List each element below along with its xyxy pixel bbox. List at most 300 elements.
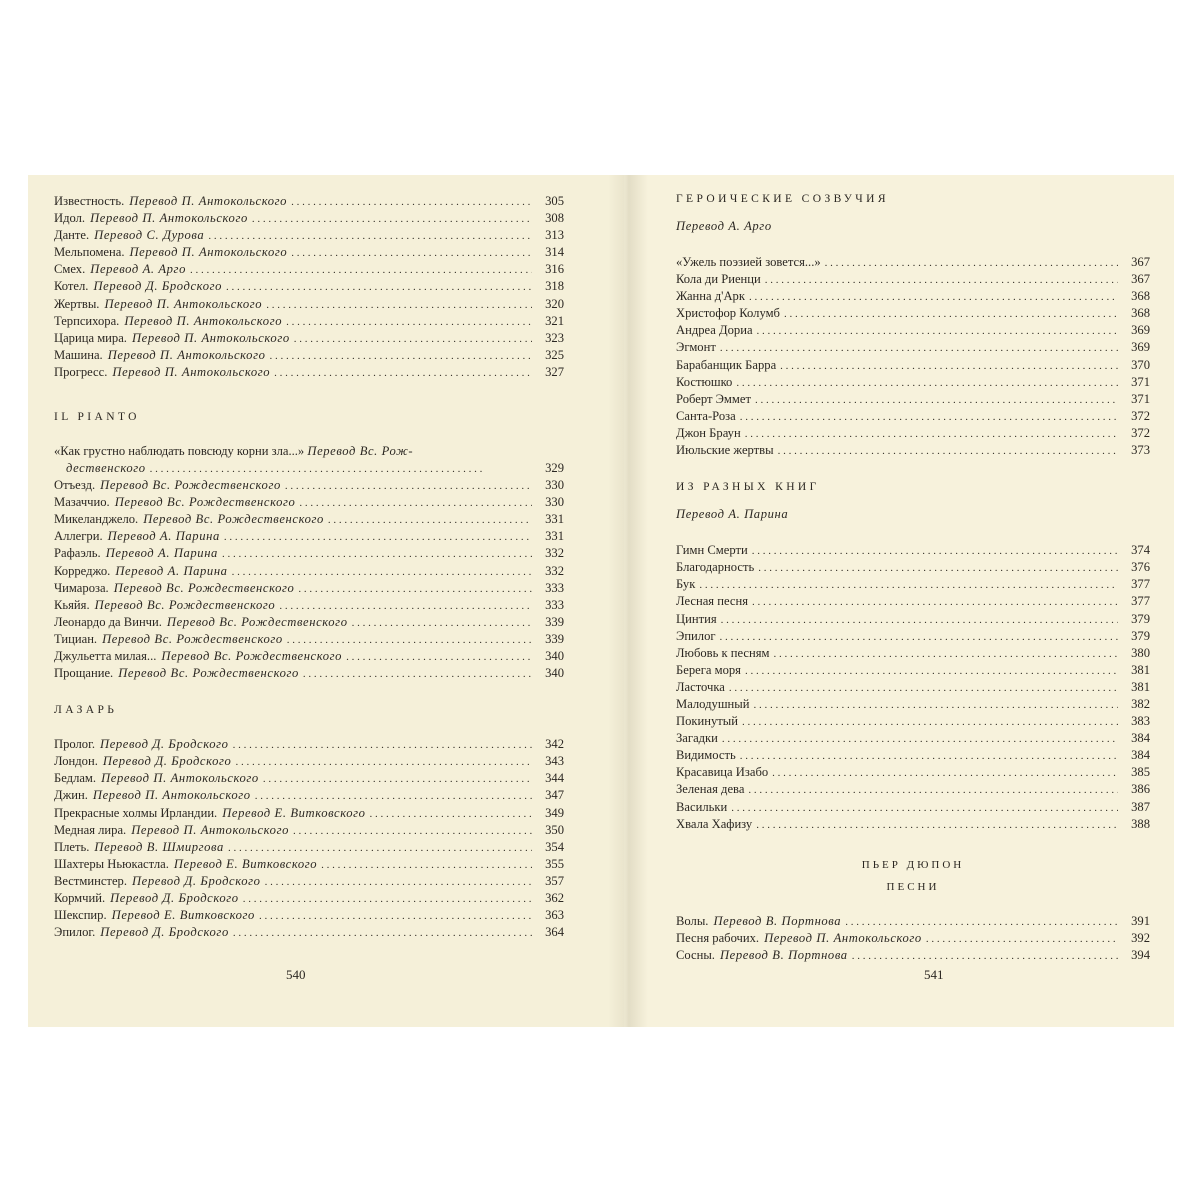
entry-translator: Перевод А. Арго <box>90 262 186 277</box>
toc-entry <box>676 611 1150 628</box>
entry-title: Идол. <box>54 211 86 226</box>
toc-entry <box>54 193 564 210</box>
leader-dots <box>222 546 532 563</box>
toc-entry <box>54 924 564 941</box>
leader-dots <box>265 874 532 891</box>
entry-page: 327 <box>545 364 564 379</box>
entry-page: 381 <box>1131 679 1150 694</box>
toc-entry <box>676 930 1150 947</box>
leader-dots <box>720 629 1118 646</box>
leader-dots <box>233 737 532 754</box>
entry-page: 340 <box>545 648 564 663</box>
entry-page: 384 <box>1131 748 1150 763</box>
author-subheading: ПЕСНИ <box>886 880 940 893</box>
toc-entry <box>54 313 564 330</box>
leader-dots <box>699 577 1118 594</box>
toc-group-2 <box>54 477 564 682</box>
leader-dots <box>720 340 1118 357</box>
toc-entry <box>54 244 564 261</box>
toc-entry <box>676 781 1150 798</box>
book-gutter <box>608 175 648 1027</box>
toc-entry <box>54 528 564 545</box>
toc-group-1 <box>54 193 564 381</box>
entry-translator: Перевод Вс. Рож- <box>307 444 414 459</box>
entry-title: Хвала Хафизу <box>676 816 753 831</box>
leader-dots <box>742 714 1118 731</box>
entry-title: Мазаччио. <box>54 495 110 510</box>
leader-dots <box>753 697 1118 714</box>
entry-translator: Перевод Вс. Рождественского <box>143 512 324 527</box>
entry-translator: Перевод Д. Бродского <box>93 279 223 294</box>
entry-translator: Перевод А. Парина <box>105 546 218 561</box>
toc-entry <box>54 511 564 528</box>
leader-dots <box>232 564 532 581</box>
entry-title: Зеленая дева <box>676 782 745 797</box>
entry-page: 343 <box>545 754 564 769</box>
section-heading-iz-raznyh: ИЗ РАЗНЫХ КНИГ <box>676 481 820 494</box>
toc-entry <box>54 330 564 347</box>
leader-dots <box>752 543 1118 560</box>
entry-page: 350 <box>545 822 564 837</box>
entry-page: 342 <box>545 737 564 752</box>
entry-title: Вестминстер. <box>54 873 127 888</box>
toc-entry <box>676 305 1150 322</box>
entry-translator: Перевод П. Антокольского <box>101 771 259 786</box>
leader-dots <box>328 512 532 529</box>
toc-entry <box>54 545 564 562</box>
toc-group-3 <box>676 913 1150 964</box>
entry-title: «Как грустно наблюдать повсюду корни зла...» <box>54 444 305 459</box>
leader-dots <box>294 331 532 348</box>
leader-dots <box>756 817 1118 834</box>
section-heading-geroicheskie: ГЕРОИЧЕСКИЕ СОЗВУЧИЯ <box>676 193 889 205</box>
toc-entry <box>54 477 564 494</box>
entry-translator: Перевод Д. Бродского <box>110 891 239 905</box>
leader-dots <box>291 194 532 211</box>
toc-entry <box>54 753 564 770</box>
right-toc-column <box>676 193 1150 964</box>
leader-dots <box>745 426 1118 443</box>
toc-entry <box>676 628 1150 645</box>
entry-title: Эпилог <box>676 628 716 643</box>
entry-title: Песня рабочих. <box>676 930 760 945</box>
author-heading: ПЬЕР ДЮПОН <box>861 858 965 871</box>
leader-dots <box>269 348 532 365</box>
toc-entry <box>676 816 1150 833</box>
leader-dots <box>286 314 532 331</box>
leader-dots <box>749 289 1118 306</box>
entry-page: 372 <box>1131 425 1150 440</box>
entry-title: Бедлам. <box>54 771 97 786</box>
toc-entry <box>676 747 1150 764</box>
entry-page: 364 <box>545 925 564 940</box>
entry-translator: Перевод П. Антокольского <box>131 330 290 345</box>
toc-entry <box>54 597 564 614</box>
entry-title: Шахтеры Ньюкастла. <box>54 856 169 871</box>
entry-translator: Перевод П. Антокольского <box>131 822 289 837</box>
entry-page: 313 <box>545 228 564 243</box>
entry-translator: Перевод П. Антокольского <box>112 364 271 379</box>
entry-translator: Перевод П. Антокольского <box>90 211 248 226</box>
toc-entry <box>676 374 1150 391</box>
leader-dots <box>755 392 1118 409</box>
entry-translator: Перевод Е. Витковского <box>111 908 255 923</box>
entry-page: 339 <box>545 631 564 646</box>
entry-page: 305 <box>545 194 564 208</box>
toc-entry <box>54 443 564 477</box>
toc-entry <box>54 494 564 511</box>
entry-page: 379 <box>1131 611 1150 626</box>
entry-title: Лесная песня <box>676 594 748 609</box>
entry-page: 384 <box>1131 731 1150 746</box>
entry-title: Бук <box>676 577 696 592</box>
entry-title: Роберт Эммет <box>676 391 751 406</box>
entry-title: Микеланджело. <box>54 512 139 527</box>
entry-title: Джон Браун <box>676 425 741 440</box>
entry-title: Данте. <box>54 228 90 243</box>
leader-dots <box>279 598 532 615</box>
toc-entry <box>676 696 1150 713</box>
leader-dots <box>765 272 1118 289</box>
toc-entry <box>54 580 564 597</box>
leader-dots <box>190 262 532 279</box>
entry-title: Известность. <box>54 194 125 208</box>
toc-entry <box>676 662 1150 679</box>
entry-translator: Перевод П. Антокольского <box>107 347 266 362</box>
entry-page: 355 <box>545 856 564 871</box>
entry-page: 357 <box>545 873 564 888</box>
entry-page: 370 <box>1131 357 1150 372</box>
toc-entry <box>676 391 1150 408</box>
entry-title: Терпсихора. <box>54 313 120 328</box>
leader-dots <box>352 615 532 632</box>
entry-page: 385 <box>1131 765 1150 780</box>
left-toc-column <box>54 193 564 941</box>
entry-title: Христофор Колумб <box>676 306 780 321</box>
toc-entry <box>54 261 564 278</box>
entry-page: 392 <box>1131 930 1150 945</box>
leader-dots <box>774 646 1119 663</box>
entry-title: Джульетта милая... <box>54 648 157 663</box>
entry-title: Жанна д'Арк <box>676 289 745 304</box>
entry-page: 320 <box>545 296 564 311</box>
toc-entry <box>676 271 1150 288</box>
entry-title: Царица мира. <box>54 330 127 345</box>
entry-page: 377 <box>1131 577 1150 592</box>
entry-translator: Перевод Вс. Рождественского <box>102 631 283 646</box>
leader-dots <box>784 306 1118 323</box>
toc-entry <box>676 947 1150 964</box>
entry-title: «Ужель поэзией зовется...» <box>676 255 821 269</box>
entry-title: Андреа Дориа <box>676 323 753 338</box>
toc-group-2 <box>676 542 1150 833</box>
entry-title: Загадки <box>676 731 718 746</box>
toc-entry <box>54 648 564 665</box>
entry-translator: Перевод Вс. Рождественского <box>114 495 296 510</box>
leader-dots <box>228 840 532 857</box>
entry-translator: Перевод П. Антокольского <box>129 245 288 260</box>
leader-dots <box>252 211 532 228</box>
entry-page: 339 <box>545 614 564 629</box>
leader-dots <box>274 365 532 382</box>
toc-entry <box>54 347 564 364</box>
entry-page: 387 <box>1131 799 1150 814</box>
entry-page: 323 <box>545 330 564 345</box>
entry-title: Прекрасные холмы Ирландии. <box>54 805 218 820</box>
leader-dots <box>778 443 1118 460</box>
leader-dots <box>266 297 532 314</box>
leader-dots <box>736 375 1118 392</box>
section-translator: Перевод А. Арго <box>676 219 772 233</box>
toc-entry <box>676 730 1150 747</box>
toc-entry <box>54 890 564 907</box>
entry-page: 394 <box>1131 947 1150 962</box>
leader-dots <box>740 409 1118 426</box>
entry-title: Жертвы. <box>54 296 100 311</box>
toc-entry <box>54 665 564 682</box>
entry-title: Прогресс. <box>54 364 108 379</box>
entry-translator: Перевод Е. Витковского <box>222 805 366 820</box>
entry-translator: Перевод А. Парина <box>115 563 228 578</box>
entry-title: Берега моря <box>676 662 741 677</box>
left-page <box>28 175 626 1027</box>
entry-title: Машина. <box>54 347 103 362</box>
leader-dots <box>298 581 532 598</box>
entry-translator: Перевод В. Шмиргова <box>94 839 224 854</box>
entry-page: 369 <box>1131 340 1150 355</box>
entry-page: 373 <box>1131 443 1150 458</box>
entry-translator: Перевод Вс. Рождественского <box>113 580 295 595</box>
toc-entry <box>54 873 564 890</box>
entry-page: 369 <box>1131 323 1150 338</box>
entry-translator: Перевод С. Дурова <box>94 228 205 243</box>
entry-translator: Перевод Е. Витковского <box>173 856 318 871</box>
entry-page: 344 <box>545 771 564 786</box>
entry-page: 340 <box>545 666 564 681</box>
leader-dots <box>772 765 1118 782</box>
entry-translator: Перевод Вс. Рождественского <box>118 666 299 681</box>
entry-translator: Перевод П. Антокольского <box>124 313 283 328</box>
entry-page: 374 <box>1131 543 1150 558</box>
toc-entry <box>676 713 1150 730</box>
entry-title: Костюшко <box>676 374 733 389</box>
toc-entry <box>676 576 1150 593</box>
entry-title: Сосны. <box>676 947 715 962</box>
page-number-right: 541 <box>924 967 944 982</box>
entry-title: Июльские жертвы <box>676 443 774 458</box>
entry-title: Кормчий. <box>54 891 106 905</box>
entry-title: Санта-Роза <box>676 408 736 423</box>
entry-page: 318 <box>545 279 564 294</box>
entry-page: 368 <box>1131 306 1150 321</box>
entry-title: Тициан. <box>54 631 98 646</box>
toc-entry <box>54 839 564 856</box>
leader-dots <box>721 612 1118 629</box>
entry-page: 367 <box>1131 272 1150 287</box>
entry-title: Любовь к песням <box>676 645 770 660</box>
entry-page: 386 <box>1131 782 1150 797</box>
entry-title: Чимароза. <box>54 580 109 595</box>
leader-dots <box>287 632 532 649</box>
toc-entry <box>676 593 1150 610</box>
toc-entry <box>676 254 1150 271</box>
entry-page: 349 <box>545 805 564 820</box>
leader-dots <box>757 323 1118 340</box>
toc-entry <box>54 227 564 244</box>
leader-dots <box>722 731 1118 748</box>
toc-entry <box>54 210 564 227</box>
entry-title: Эпилог. <box>54 925 96 940</box>
toc-entry <box>676 357 1150 374</box>
toc-entry <box>54 822 564 839</box>
section-translator: Перевод А. Парина <box>676 507 789 522</box>
entry-title: Лондон. <box>54 754 98 769</box>
entry-page: 391 <box>1131 913 1150 928</box>
toc-entry <box>676 799 1150 816</box>
toc-entry <box>54 736 564 753</box>
entry-title: Благодарность <box>676 560 755 575</box>
leader-dots <box>263 771 532 788</box>
entry-page: 333 <box>545 580 564 595</box>
entry-title: Отъезд. <box>54 478 96 493</box>
entry-title: Эгмонт <box>676 340 716 355</box>
toc-entry <box>676 542 1150 559</box>
entry-page: 325 <box>545 347 564 362</box>
toc-entry <box>676 408 1150 425</box>
toc-entry <box>54 770 564 787</box>
entry-page: 382 <box>1131 696 1150 711</box>
toc-entry <box>54 856 564 873</box>
leader-dots <box>235 754 532 771</box>
entry-title: Кьяйя. <box>54 597 90 612</box>
toc-entry <box>54 563 564 580</box>
leader-dots <box>370 806 532 823</box>
toc-entry <box>54 364 564 381</box>
entry-page: 362 <box>545 891 564 905</box>
entry-title: Аллегри. <box>54 529 103 544</box>
section-heading-lazar: ЛАЗАРЬ <box>54 704 118 717</box>
entry-page: 354 <box>545 839 564 854</box>
entry-page: 347 <box>545 788 564 803</box>
entry-page: 363 <box>545 908 564 923</box>
leader-dots <box>752 594 1118 611</box>
toc-entry <box>676 559 1150 576</box>
entry-page: 332 <box>545 546 564 561</box>
entry-page: 381 <box>1131 662 1150 677</box>
entry-page: 333 <box>545 597 564 612</box>
leader-dots <box>758 560 1118 577</box>
entry-page: 377 <box>1131 594 1150 609</box>
entry-title: Смех. <box>54 262 86 277</box>
entry-title: Плеть. <box>54 839 90 854</box>
entry-title: Гимн Смерти <box>676 543 748 558</box>
toc-entry <box>54 805 564 822</box>
entry-title: Леонардо да Винчи. <box>54 614 162 629</box>
entry-translator: Перевод Вс. Рождественского <box>161 648 343 663</box>
entry-translator: Перевод Д. Бродского <box>100 925 229 940</box>
entry-page: 331 <box>545 529 564 544</box>
entry-page: 372 <box>1131 408 1150 423</box>
entry-title: Цинтия <box>676 611 717 626</box>
entry-title: Кола ди Риенци <box>676 272 761 287</box>
entry-title: Котел. <box>54 279 89 294</box>
toc-group-3 <box>54 736 564 941</box>
leader-dots <box>825 255 1118 272</box>
entry-title: Покинутый <box>676 714 738 729</box>
entry-page: 371 <box>1131 374 1150 389</box>
entry-title: Джин. <box>54 788 88 803</box>
entry-page: 380 <box>1131 645 1150 660</box>
leader-dots <box>731 800 1118 817</box>
entry-page: 330 <box>545 478 564 493</box>
toc-entry <box>676 913 1150 930</box>
leader-dots <box>780 358 1118 375</box>
toc-entry <box>54 787 564 804</box>
toc-entry <box>54 278 564 295</box>
leader-dots <box>729 680 1118 697</box>
entry-page: 376 <box>1131 560 1150 575</box>
entry-page: 316 <box>545 262 564 277</box>
leader-dots <box>303 666 532 683</box>
entry-translator: Перевод Д. Бродского <box>102 754 232 769</box>
entry-translator: Перевод П. Антокольского <box>92 788 251 803</box>
section-heading-il-pianto: IL PIANTO <box>54 411 140 424</box>
leader-dots <box>748 782 1118 799</box>
leader-dots <box>745 663 1118 680</box>
right-page <box>624 175 1174 1027</box>
entry-title: Мельпомена. <box>54 245 125 260</box>
leader-dots <box>259 908 532 925</box>
toc-entry <box>676 764 1150 781</box>
leader-dots <box>321 857 532 874</box>
toc-entry <box>676 322 1150 339</box>
leader-dots <box>299 495 532 512</box>
leader-dots <box>233 925 532 942</box>
entry-title: Медная лира. <box>54 822 127 837</box>
leader-dots <box>285 478 532 495</box>
leader-dots <box>243 891 532 908</box>
leader-dots <box>208 228 532 245</box>
entry-title: Пролог. <box>54 737 95 752</box>
entry-translator: Перевод В. Портнова <box>719 947 848 962</box>
toc-entry <box>676 645 1150 662</box>
entry-page: 332 <box>545 563 564 578</box>
entry-title: Васильки <box>676 799 728 814</box>
entry-translator: Перевод П. Антокольского <box>104 296 263 311</box>
leader-dots <box>293 823 532 840</box>
toc-entry <box>54 296 564 313</box>
leader-dots <box>926 931 1118 948</box>
leader-dots <box>255 788 532 805</box>
entry-translator: Перевод Вс. Рождественского <box>100 478 281 493</box>
book-spread <box>28 175 1174 1027</box>
entry-translator: Перевод Вс. Рождественского <box>94 597 276 612</box>
entry-page: 383 <box>1131 714 1150 729</box>
toc-entry <box>54 631 564 648</box>
entry-page: 308 <box>545 211 564 226</box>
leader-dots <box>740 748 1118 765</box>
page-number-left: 540 <box>286 967 306 982</box>
toc-entry <box>676 442 1150 459</box>
entry-title: Видимость <box>676 748 736 763</box>
leader-dots <box>291 245 532 262</box>
toc-entry <box>676 679 1150 696</box>
entry-title: Шекспир. <box>54 908 107 923</box>
entry-page: 331 <box>545 512 564 527</box>
entry-translator: Перевод Вс. Рождественского <box>166 614 348 629</box>
entry-page: 329 <box>545 461 564 476</box>
toc-entry <box>54 907 564 924</box>
